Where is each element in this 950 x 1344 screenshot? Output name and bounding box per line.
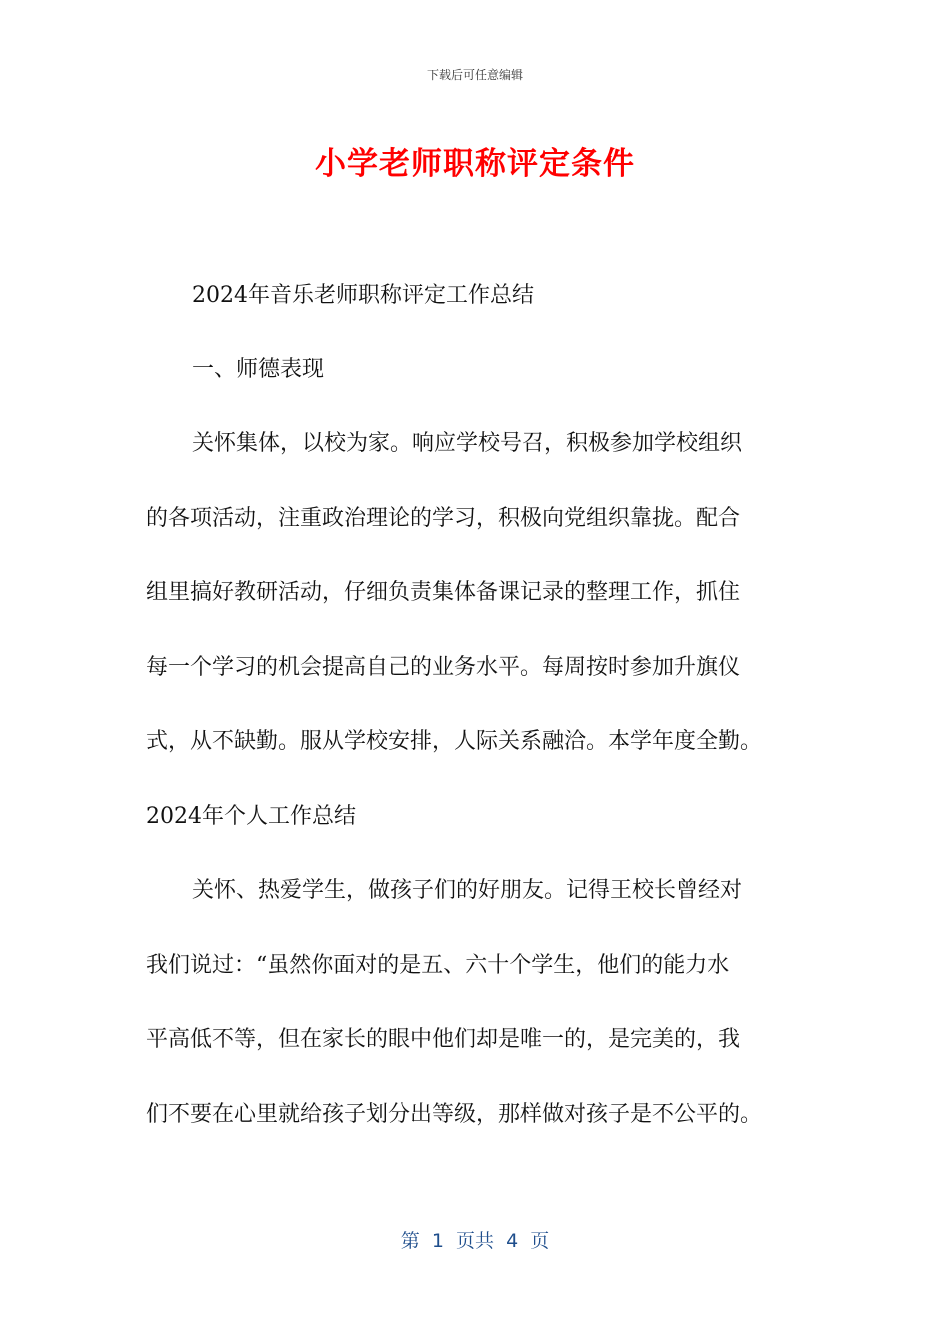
paragraph-line: 式，从不缺勤。服从学校安排，人际关系融洽。本学年度全勤。 (146, 729, 763, 754)
document-title: 小学老师职称评定条件 (315, 146, 635, 182)
paragraph-line: 平高低不等，但在家长的眼中他们却是唯一的，是完美的，我 (146, 1027, 741, 1052)
paragraph-line: 的各项活动，注重政治理论的学习，积极向党组织靠拢。配合 (146, 506, 741, 531)
paragraph-line: 关怀、热爱学生，做孩子们的好朋友。记得王校长曾经对 (192, 878, 743, 903)
paragraph-line: 们不要在心里就给孩子划分出等级，那样做对孩子是不公平的。 (146, 1102, 763, 1127)
paragraph-line: 我们说过：“虽然你面对的是五、六十个学生，他们的能力水 (146, 953, 730, 978)
page-number-footer: 第 1 页共 4 页 (400, 1230, 550, 1252)
section-heading: 一、师德表现 (192, 357, 325, 382)
paragraph-line: 关怀集体，以校为家。响应学校号召，积极参加学校组织 (192, 431, 743, 456)
section-heading: 2024年个人工作总结 (146, 804, 356, 829)
header-note: 下载后可任意编辑 (426, 68, 523, 82)
paragraph-line: 组里搞好教研活动，仔细负责集体备课记录的整理工作，抓住 (146, 580, 741, 605)
paragraph-line: 每一个学习的机会提高自己的业务水平。每周按时参加升旗仪 (146, 655, 741, 680)
section-heading: 2024年音乐老师职称评定工作总结 (192, 283, 534, 308)
